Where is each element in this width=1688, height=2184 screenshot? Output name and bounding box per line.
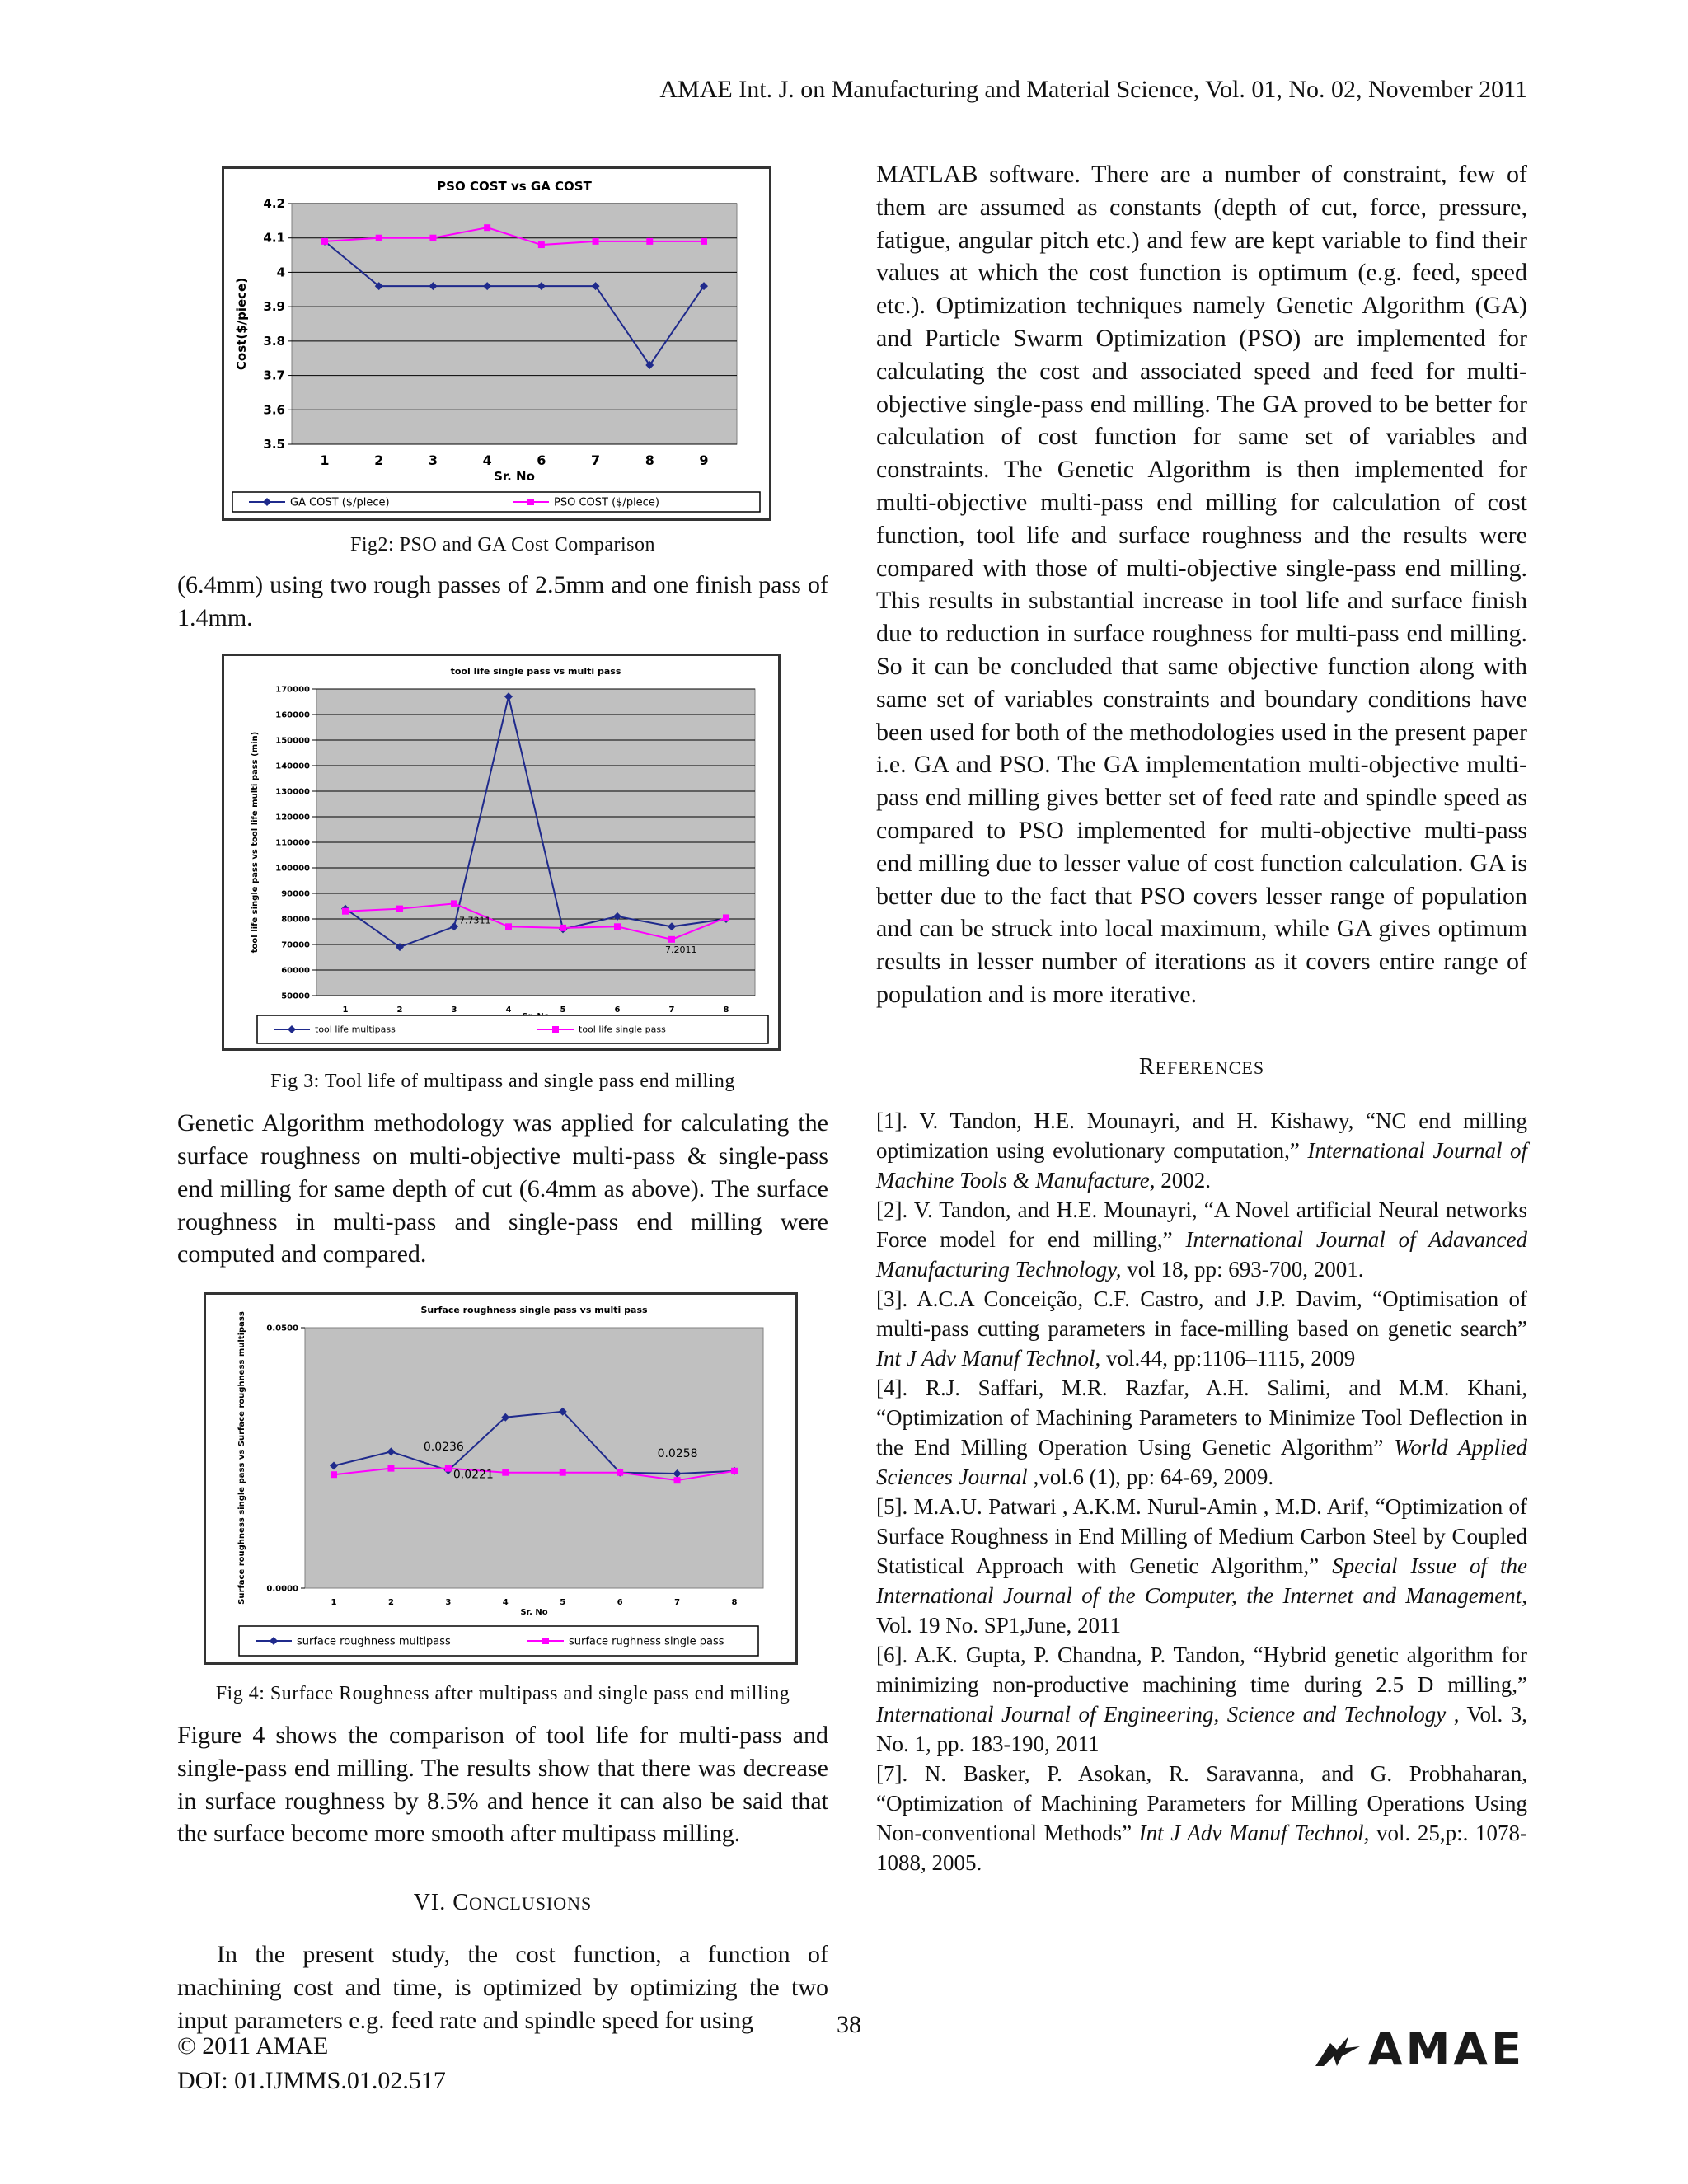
chart-title: PSO COST vs GA COST xyxy=(437,179,592,194)
reference-source: Special Issue of the International Journal of the Computer, the Internet and Management xyxy=(876,1553,1527,1608)
x-tick-label: 6 xyxy=(537,452,546,468)
figure-4 xyxy=(204,1292,828,1711)
data-annotation: 0.0258 xyxy=(657,1447,698,1461)
x-tick-label: 5 xyxy=(560,1005,566,1015)
data-annotation: 7.7311 xyxy=(459,915,491,926)
x-tick-label: 2 xyxy=(374,452,384,468)
amae-logo xyxy=(1312,2023,1525,2075)
x-tick-label: 6 xyxy=(617,1598,623,1608)
x-tick-label: 9 xyxy=(699,452,709,468)
reference-item xyxy=(876,1640,1527,1759)
x-tick-label: 4 xyxy=(505,1005,512,1015)
section-title-prefix: VI. C xyxy=(413,1890,469,1916)
reference-item xyxy=(876,1759,1527,1877)
x-tick-label: 2 xyxy=(396,1005,403,1015)
paragraph-conclusions-start: In the present study, the cost function, a function of machining cost and time, is optimized by optimizing the two input parameters e.g. feed rate and spindle speed for using xyxy=(177,1940,828,2034)
figure-2 xyxy=(222,166,828,562)
figure-3 xyxy=(222,654,828,1099)
reference-details: 2002. xyxy=(1155,1167,1211,1193)
reference-item xyxy=(876,1284,1527,1373)
data-point xyxy=(387,1465,394,1472)
section-title-references xyxy=(876,1051,1527,1085)
legend xyxy=(232,492,760,512)
reference-text: [2]. V. Tandon, and H.E. Mounayri, “A Novel artificial Neural networks Force model for end milling,” xyxy=(876,1197,1527,1252)
x-tick-label: 8 xyxy=(723,1005,729,1015)
y-tick-label: 4.1 xyxy=(263,230,285,246)
y-tick-label: 90000 xyxy=(281,889,310,899)
reference-source: International Journal of Engineering, Science and Technology xyxy=(876,1701,1447,1727)
x-tick-label: 7 xyxy=(668,1005,675,1015)
reference-source: International Journal of Adavanced Manufacturing Technology, xyxy=(876,1226,1527,1282)
data-annotation: 0.0236 xyxy=(423,1441,464,1455)
y-tick-label: 4.2 xyxy=(263,196,285,211)
x-tick-label: 4 xyxy=(482,452,492,468)
data-point xyxy=(396,906,403,912)
x-axis-label: Sr. No xyxy=(520,1608,548,1618)
x-tick-label: 1 xyxy=(342,1005,349,1015)
figure-2-caption: Fig2: PSO and GA Cost Comparison xyxy=(349,534,656,555)
footer-doi: DOI: 01.IJMMS.01.02.517 xyxy=(177,2067,446,2094)
reference-details: vol 18, pp: 693-700, 2001. xyxy=(1121,1256,1364,1282)
y-tick-label: 130000 xyxy=(275,787,310,797)
y-axis-label: Cost($/piece) xyxy=(234,277,249,371)
y-tick-label: 0.0500 xyxy=(266,1324,298,1333)
x-tick-label: 5 xyxy=(560,1598,566,1608)
data-annotation: 0.0221 xyxy=(452,1468,494,1482)
x-tick-label: 2 xyxy=(387,1598,394,1608)
chart-title: Surface roughness single pass vs multi pass xyxy=(420,1305,648,1316)
runner-icon xyxy=(1312,2032,1363,2068)
data-point xyxy=(614,924,621,930)
x-tick-label: 3 xyxy=(445,1598,452,1608)
reference-text: [5]. M.A.U. Patwari , A.K.M. Nurul-Amin , M.D. Arif, “Optimization of Surface Roughness in End Milling of Medium Carbon Steel by Coupled Statistical Approach with Genetic Algorithm,” xyxy=(876,1493,1527,1578)
reference-details: vol. 25,p:. 1078-1088, 2005. xyxy=(876,1820,1527,1875)
x-tick-label: 6 xyxy=(614,1005,621,1015)
x-axis-label: Sr. No xyxy=(494,469,535,484)
chart-fig3 xyxy=(224,656,778,1048)
data-point xyxy=(560,925,566,931)
legend-label: GA COST ($/piece) xyxy=(290,496,390,509)
data-point xyxy=(617,1469,623,1476)
reference-source: World Applied Sciences Journal xyxy=(876,1434,1528,1489)
y-tick-label: 80000 xyxy=(281,915,310,925)
footer-info xyxy=(177,2029,446,2098)
reference-text: [4]. R.J. Saffari, M.R. Razfar, A.H. Salimi, and M.M. Khani, “Optimization of Machining Parameters to Minimize Tool Deflection in the End Milling Operation Using Genetic Algorithm” xyxy=(876,1375,1527,1460)
page-number: 38 xyxy=(837,2011,861,2038)
reference-details: , vol.44, pp:1106–1115, 2009 xyxy=(1095,1345,1356,1371)
reference-source: International Journal of Machine Tools & Manufacture, xyxy=(876,1137,1528,1193)
reference-item xyxy=(876,1195,1527,1284)
paragraph-figure4-results: Figure 4 shows the comparison of tool life for multi-pass and single-pass end milling. The results show that there was decrease in surface roughness by 8.5% and hence it can also be said that the surface become more smooth after multipass milling. xyxy=(177,1721,828,1848)
references-title-first: R xyxy=(1138,1053,1156,1080)
data-point xyxy=(445,1465,452,1472)
y-tick-label: 0.0000 xyxy=(266,1584,298,1594)
left-column xyxy=(177,158,828,2036)
references-title-rest: EFERENCES xyxy=(1155,1057,1265,1078)
data-point xyxy=(342,908,349,915)
x-tick-label: 7 xyxy=(591,452,601,468)
paragraph-rough-passes: (6.4mm) using two rough passes of 2.5mm and one finish pass of 1.4mm. xyxy=(177,570,828,631)
y-tick-label: 3.9 xyxy=(263,299,285,315)
section-title-rest: ONCLUSIONS xyxy=(468,1893,593,1915)
data-point xyxy=(646,238,653,245)
y-tick-label: 160000 xyxy=(275,710,310,720)
y-tick-label: 60000 xyxy=(281,966,310,976)
figure-3-caption: Fig 3: Tool life of multipass and single pass end milling xyxy=(270,1071,735,1093)
reference-text: [3]. A.C.A Conceição, C.F. Castro, and J.P. Davim, “Optimisation of multi-pass cutting parameters in face-milling based on genetic search” xyxy=(876,1286,1527,1341)
chart-fig4 xyxy=(206,1295,795,1662)
x-tick-label: 3 xyxy=(451,1005,457,1015)
reference-item xyxy=(876,1106,1527,1195)
legend-marker xyxy=(528,499,534,505)
y-tick-label: 120000 xyxy=(275,813,310,823)
x-tick-label: 1 xyxy=(320,452,330,468)
reference-details: , Vol. 19 No. SP1,June, 2011 xyxy=(876,1582,1527,1638)
data-point xyxy=(502,1469,509,1476)
data-annotation: 7.2011 xyxy=(665,944,697,956)
y-axis-label: tool life single pass vs tool life multi pass (min) xyxy=(251,732,260,954)
legend-label: surface rughness single pass xyxy=(569,1635,724,1648)
y-tick-label: 3.5 xyxy=(263,437,285,452)
data-point xyxy=(674,1477,681,1483)
chart-box-fig4 xyxy=(204,1292,798,1665)
y-tick-label: 140000 xyxy=(275,762,310,771)
y-tick-label: 4 xyxy=(276,265,285,280)
legend-marker xyxy=(542,1638,549,1644)
data-point xyxy=(376,235,382,241)
x-tick-label: 4 xyxy=(502,1598,509,1608)
data-point xyxy=(484,224,490,231)
reference-details: , Vol. 3, No. 1, pp. 183-190, 2011 xyxy=(876,1701,1527,1756)
reference-item xyxy=(876,1373,1527,1492)
legend-label: surface roughness multipass xyxy=(297,1635,451,1648)
legend xyxy=(257,1015,768,1043)
legend-label: tool life multipass xyxy=(315,1024,396,1036)
x-tick-label: 8 xyxy=(731,1598,738,1608)
figure-4-caption: Fig 4: Surface Roughness after multipass and single pass end milling xyxy=(215,1683,790,1705)
reference-text: [6]. A.K. Gupta, P. Chandna, P. Tandon, “Hybrid genetic algorithm for minimizing non-productive machining time during 2.5 D milling,” xyxy=(876,1642,1527,1697)
legend-marker xyxy=(552,1026,559,1033)
chart-box-fig2 xyxy=(222,166,771,521)
chart-title: tool life single pass vs multi pass xyxy=(450,666,621,677)
data-point xyxy=(451,901,457,907)
reference-source: Int J Adv Manuf Technol, xyxy=(1138,1820,1370,1845)
paragraph-ga-methodology: Genetic Algorithm methodology was applied for calculating the surface roughness on multi-objective multi-pass & single-pass end milling for same depth of cut (6.4mm as above). The surface roughness in multi-pass and single-pass end milling were computed and compared. xyxy=(177,1109,828,1268)
references-list xyxy=(876,1106,1527,1877)
data-point xyxy=(668,936,675,943)
data-point xyxy=(593,238,599,245)
logo-text: AMAE xyxy=(1367,2023,1525,2075)
y-tick-label: 70000 xyxy=(281,940,310,950)
y-tick-label: 3.7 xyxy=(263,368,285,383)
chart-box-fig3 xyxy=(222,654,781,1051)
running-header: AMAE Int. J. on Manufacturing and Material Science, Vol. 01, No. 02, November 2011 xyxy=(659,76,1527,103)
data-point xyxy=(731,1468,738,1474)
right-column xyxy=(876,158,1527,1877)
data-point xyxy=(505,924,512,930)
reference-text: [7]. N. Basker, P. Asokan, R. Saravanna, and G. Probhaharan, “Optimization of Machining Parameters for Milling Operations Using Non-conventional Methods” xyxy=(876,1760,1527,1845)
legend-label: PSO COST ($/piece) xyxy=(554,496,659,509)
y-axis-label: Surface roughness single pass vs Surface roughness multipass xyxy=(237,1311,246,1605)
y-tick-label: 3.8 xyxy=(263,333,285,349)
data-point xyxy=(723,915,729,921)
reference-source: Int J Adv Manuf Technol xyxy=(876,1345,1095,1371)
section-title-conclusions xyxy=(177,1886,828,1920)
legend-label: tool life single pass xyxy=(579,1024,666,1036)
data-point xyxy=(429,235,436,241)
y-tick-label: 170000 xyxy=(275,685,310,695)
legend xyxy=(239,1626,758,1656)
y-tick-label: 3.6 xyxy=(263,402,285,418)
data-point xyxy=(321,238,328,245)
x-tick-label: 7 xyxy=(674,1598,681,1608)
data-point xyxy=(331,1471,337,1478)
footer-copyright: © 2011 AMAE xyxy=(177,2032,329,2060)
data-point xyxy=(538,241,545,248)
chart-fig2 xyxy=(224,169,769,518)
x-tick-label: 8 xyxy=(645,452,654,468)
reference-details: ,vol.6 (1), pp: 64-69, 2009. xyxy=(1027,1464,1274,1489)
reference-item xyxy=(876,1492,1527,1640)
y-tick-label: 100000 xyxy=(275,864,310,874)
x-tick-label: 1 xyxy=(331,1598,337,1608)
paragraph-matlab: MATLAB software. There are a number of constraint, few of them are assumed as constants (depth of cut, force, pressure, fatigue, angular pitch etc.) and few are kept variable to find their values at which the cost function is optimum (e.g. feed, speed etc.). Optimization techniques namely Genetic Algorithm (GA) and Particle Swarm Optimization (PSO) are implemented for calculating the cost and associated speed and feed for multi-objective single-pass end milling. The GA proved to be better for calculation of cost function for same set of variables and constraints. The Genetic Algorithm is then implemented for multi-objective multi-pass end milling for calculation of cost function, tool life and surface roughness and the results were compared with those of multi-objective single-pass end milling. This results in substantial increase in tool life and surface finish due to reduction in surface roughness for multi-pass end milling. So it can be concluded that same objective function along with same set of variables constraints and boundary conditions have been used for both of the methodologies used in the present paper i.e. GA and PSO. The GA implementation multi-objective multi-pass end milling gives better set of feed rate and spindle speed as compared to PSO implemented for multi-objective multi-pass end milling due to lesser value of cost function calculation. GA is better due to the fact that PSO covers lesser range of population and can be struck into local maximum, while GA gives optimum results in lesser number of iterations as it covers entire range of population and is more iterative. xyxy=(876,161,1527,1008)
reference-text: [1]. V. Tandon, H.E. Mounayri, and H. Kishawy, “NC end milling optimization using evolutionary computation,” xyxy=(876,1108,1527,1163)
y-tick-label: 50000 xyxy=(281,991,310,1001)
y-tick-label: 110000 xyxy=(275,838,310,848)
y-tick-label: 150000 xyxy=(275,736,310,746)
data-point xyxy=(701,238,707,245)
x-tick-label: 3 xyxy=(428,452,438,468)
data-point xyxy=(560,1469,566,1476)
